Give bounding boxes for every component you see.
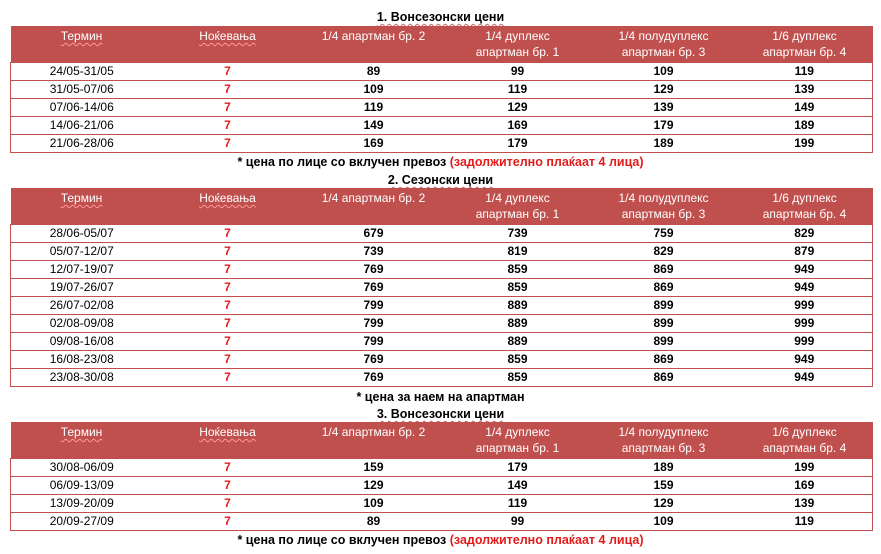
cell-nights: 7 bbox=[153, 225, 303, 243]
column-header-line-1: Термин bbox=[60, 425, 103, 439]
cell-price: 769 bbox=[303, 351, 445, 369]
cell-price: 189 bbox=[591, 459, 737, 477]
cell-price: 189 bbox=[737, 117, 873, 135]
table-header-row bbox=[11, 188, 873, 225]
cell-period: 30/08-06/09 bbox=[11, 459, 153, 477]
column-header-line-1: 1/4 полудуплекс bbox=[618, 425, 709, 439]
cell-price: 109 bbox=[303, 81, 445, 99]
cell-price: 769 bbox=[303, 369, 445, 387]
table-row bbox=[11, 513, 873, 531]
cell-nights: 7 bbox=[153, 333, 303, 351]
cell-nights: 7 bbox=[153, 279, 303, 297]
column-header bbox=[11, 26, 153, 63]
cell-price: 739 bbox=[445, 225, 591, 243]
column-header-line-1: 1/4 дуплекс bbox=[485, 29, 550, 43]
table-row bbox=[11, 333, 873, 351]
column-header-line-1: Ноќевања bbox=[199, 29, 256, 43]
cell-nights: 7 bbox=[153, 81, 303, 99]
cell-price: 859 bbox=[445, 279, 591, 297]
cell-price: 139 bbox=[737, 495, 873, 513]
table-row bbox=[11, 243, 873, 261]
section-1-note: * цена по лице со вклучен превоз (задолжително плаќаат 4 лица) bbox=[237, 155, 644, 169]
cell-period: 09/08-16/08 bbox=[11, 333, 153, 351]
cell-nights: 7 bbox=[153, 117, 303, 135]
cell-price: 119 bbox=[737, 513, 873, 531]
price-table-3 bbox=[10, 422, 873, 531]
column-header-line-2: апартман бр. 4 bbox=[762, 207, 847, 221]
column-header bbox=[303, 188, 445, 225]
cell-price: 119 bbox=[445, 495, 591, 513]
cell-nights: 7 bbox=[153, 477, 303, 495]
cell-period: 14/06-21/06 bbox=[11, 117, 153, 135]
section-2-title: 2. Сезонски цени bbox=[387, 173, 494, 187]
cell-price: 769 bbox=[303, 261, 445, 279]
cell-period: 13/09-20/09 bbox=[11, 495, 153, 513]
table-row bbox=[11, 297, 873, 315]
column-header bbox=[153, 422, 303, 459]
price-table-1 bbox=[10, 26, 873, 153]
cell-price: 89 bbox=[303, 63, 445, 81]
cell-price: 949 bbox=[737, 261, 873, 279]
cell-price: 799 bbox=[303, 333, 445, 351]
cell-period: 23/08-30/08 bbox=[11, 369, 153, 387]
cell-nights: 7 bbox=[153, 243, 303, 261]
cell-price: 149 bbox=[303, 117, 445, 135]
cell-price: 869 bbox=[591, 351, 737, 369]
column-header-line-1: 1/6 дуплекс bbox=[772, 29, 837, 43]
cell-price: 149 bbox=[445, 477, 591, 495]
column-header-line-1: 1/4 апартман бр. 2 bbox=[321, 29, 426, 43]
cell-price: 119 bbox=[737, 63, 873, 81]
column-header-line-2: апартман бр. 1 bbox=[475, 441, 560, 455]
cell-price: 109 bbox=[303, 495, 445, 513]
cell-price: 889 bbox=[445, 315, 591, 333]
cell-nights: 7 bbox=[153, 261, 303, 279]
cell-price: 139 bbox=[737, 81, 873, 99]
column-header bbox=[11, 188, 153, 225]
cell-price: 99 bbox=[445, 63, 591, 81]
table-header-row bbox=[11, 422, 873, 459]
table-row bbox=[11, 261, 873, 279]
cell-price: 169 bbox=[303, 135, 445, 153]
column-header-line-1: Термин bbox=[60, 191, 103, 205]
section-3-note: * цена по лице со вклучен превоз (задолжително плаќаат 4 лица) bbox=[237, 533, 644, 547]
cell-price: 149 bbox=[737, 99, 873, 117]
column-header-line-1: Термин bbox=[60, 29, 103, 43]
cell-period: 20/09-27/09 bbox=[11, 513, 153, 531]
cell-price: 179 bbox=[445, 459, 591, 477]
cell-nights: 7 bbox=[153, 135, 303, 153]
column-header bbox=[303, 26, 445, 63]
cell-price: 109 bbox=[591, 513, 737, 531]
cell-price: 999 bbox=[737, 333, 873, 351]
cell-price: 829 bbox=[737, 225, 873, 243]
section-1-title: 1. Вонсезонски цени bbox=[376, 10, 505, 24]
cell-price: 159 bbox=[591, 477, 737, 495]
cell-price: 859 bbox=[445, 369, 591, 387]
cell-price: 889 bbox=[445, 333, 591, 351]
cell-price: 189 bbox=[591, 135, 737, 153]
cell-nights: 7 bbox=[153, 297, 303, 315]
column-header-line-1: Ноќевања bbox=[199, 425, 256, 439]
cell-price: 199 bbox=[737, 135, 873, 153]
cell-price: 119 bbox=[445, 81, 591, 99]
table-header-row bbox=[11, 26, 873, 63]
cell-price: 869 bbox=[591, 369, 737, 387]
cell-period: 21/06-28/06 bbox=[11, 135, 153, 153]
cell-price: 739 bbox=[303, 243, 445, 261]
cell-price: 179 bbox=[591, 117, 737, 135]
table-row bbox=[11, 315, 873, 333]
cell-price: 799 bbox=[303, 297, 445, 315]
cell-nights: 7 bbox=[153, 369, 303, 387]
cell-period: 06/09-13/09 bbox=[11, 477, 153, 495]
price-table-2 bbox=[10, 188, 873, 387]
column-header-line-2: апартман бр. 1 bbox=[475, 45, 560, 59]
column-header-line-1: 1/4 полудуплекс bbox=[618, 191, 709, 205]
table-row bbox=[11, 351, 873, 369]
column-header-line-2: апартман бр. 1 bbox=[475, 207, 560, 221]
cell-price: 949 bbox=[737, 279, 873, 297]
column-header-line-1: 1/6 дуплекс bbox=[772, 191, 837, 205]
column-header bbox=[153, 188, 303, 225]
cell-price: 879 bbox=[737, 243, 873, 261]
column-header-line-1: 1/4 дуплекс bbox=[485, 191, 550, 205]
table-row bbox=[11, 63, 873, 81]
column-header-line-1: 1/4 полудуплекс bbox=[618, 29, 709, 43]
cell-period: 02/08-09/08 bbox=[11, 315, 153, 333]
column-header bbox=[445, 188, 591, 225]
cell-price: 869 bbox=[591, 279, 737, 297]
cell-period: 12/07-19/07 bbox=[11, 261, 153, 279]
column-header bbox=[153, 26, 303, 63]
cell-period: 19/07-26/07 bbox=[11, 279, 153, 297]
cell-price: 129 bbox=[591, 81, 737, 99]
cell-period: 28/06-05/07 bbox=[11, 225, 153, 243]
cell-nights: 7 bbox=[153, 315, 303, 333]
cell-price: 679 bbox=[303, 225, 445, 243]
column-header-line-1: 1/4 апартман бр. 2 bbox=[321, 425, 426, 439]
cell-price: 159 bbox=[303, 459, 445, 477]
cell-price: 819 bbox=[445, 243, 591, 261]
cell-price: 899 bbox=[591, 333, 737, 351]
column-header bbox=[445, 26, 591, 63]
cell-period: 24/05-31/05 bbox=[11, 63, 153, 81]
column-header bbox=[737, 26, 873, 63]
cell-period: 07/06-14/06 bbox=[11, 99, 153, 117]
table-row bbox=[11, 225, 873, 243]
cell-price: 199 bbox=[737, 459, 873, 477]
column-header bbox=[591, 26, 737, 63]
cell-price: 859 bbox=[445, 351, 591, 369]
cell-price: 89 bbox=[303, 513, 445, 531]
cell-price: 949 bbox=[737, 369, 873, 387]
cell-price: 829 bbox=[591, 243, 737, 261]
column-header-line-2: апартман бр. 3 bbox=[621, 441, 706, 455]
cell-price: 139 bbox=[591, 99, 737, 117]
column-header-line-1: 1/4 апартман бр. 2 bbox=[321, 191, 426, 205]
column-header-line-1: 1/6 дуплекс bbox=[772, 425, 837, 439]
cell-nights: 7 bbox=[153, 513, 303, 531]
table-row bbox=[11, 117, 873, 135]
cell-price: 769 bbox=[303, 279, 445, 297]
cell-price: 179 bbox=[445, 135, 591, 153]
cell-nights: 7 bbox=[153, 99, 303, 117]
cell-nights: 7 bbox=[153, 351, 303, 369]
cell-price: 889 bbox=[445, 297, 591, 315]
table-row bbox=[11, 135, 873, 153]
column-header-line-2: апартман бр. 3 bbox=[621, 207, 706, 221]
table-row bbox=[11, 99, 873, 117]
table-row bbox=[11, 369, 873, 387]
column-header bbox=[591, 188, 737, 225]
table-row bbox=[11, 279, 873, 297]
table-row bbox=[11, 459, 873, 477]
table-row bbox=[11, 495, 873, 513]
cell-period: 31/05-07/06 bbox=[11, 81, 153, 99]
table-row bbox=[11, 81, 873, 99]
column-header-line-1: Ноќевања bbox=[199, 191, 256, 205]
cell-period: 16/08-23/08 bbox=[11, 351, 153, 369]
cell-price: 169 bbox=[737, 477, 873, 495]
cell-price: 999 bbox=[737, 297, 873, 315]
column-header bbox=[591, 422, 737, 459]
column-header-line-2: апартман бр. 3 bbox=[621, 45, 706, 59]
column-header bbox=[303, 422, 445, 459]
cell-price: 129 bbox=[303, 477, 445, 495]
cell-price: 799 bbox=[303, 315, 445, 333]
cell-nights: 7 bbox=[153, 459, 303, 477]
table-row bbox=[11, 477, 873, 495]
cell-price: 869 bbox=[591, 261, 737, 279]
cell-price: 949 bbox=[737, 351, 873, 369]
cell-period: 26/07-02/08 bbox=[11, 297, 153, 315]
cell-price: 899 bbox=[591, 315, 737, 333]
column-header-line-1: 1/4 дуплекс bbox=[485, 425, 550, 439]
cell-price: 129 bbox=[591, 495, 737, 513]
cell-price: 169 bbox=[445, 117, 591, 135]
cell-price: 899 bbox=[591, 297, 737, 315]
column-header bbox=[445, 422, 591, 459]
column-header bbox=[737, 188, 873, 225]
cell-price: 109 bbox=[591, 63, 737, 81]
cell-nights: 7 bbox=[153, 63, 303, 81]
column-header bbox=[11, 422, 153, 459]
cell-nights: 7 bbox=[153, 495, 303, 513]
section-2-note: * цена за наем на апартман bbox=[356, 390, 525, 404]
section-3-title: 3. Вонсезонски цени bbox=[376, 407, 505, 421]
cell-period: 05/07-12/07 bbox=[11, 243, 153, 261]
column-header bbox=[737, 422, 873, 459]
cell-price: 99 bbox=[445, 513, 591, 531]
cell-price: 759 bbox=[591, 225, 737, 243]
cell-price: 859 bbox=[445, 261, 591, 279]
cell-price: 999 bbox=[737, 315, 873, 333]
cell-price: 129 bbox=[445, 99, 591, 117]
column-header-line-2: апартман бр. 4 bbox=[762, 441, 847, 455]
column-header-line-2: апартман бр. 4 bbox=[762, 45, 847, 59]
cell-price: 119 bbox=[303, 99, 445, 117]
